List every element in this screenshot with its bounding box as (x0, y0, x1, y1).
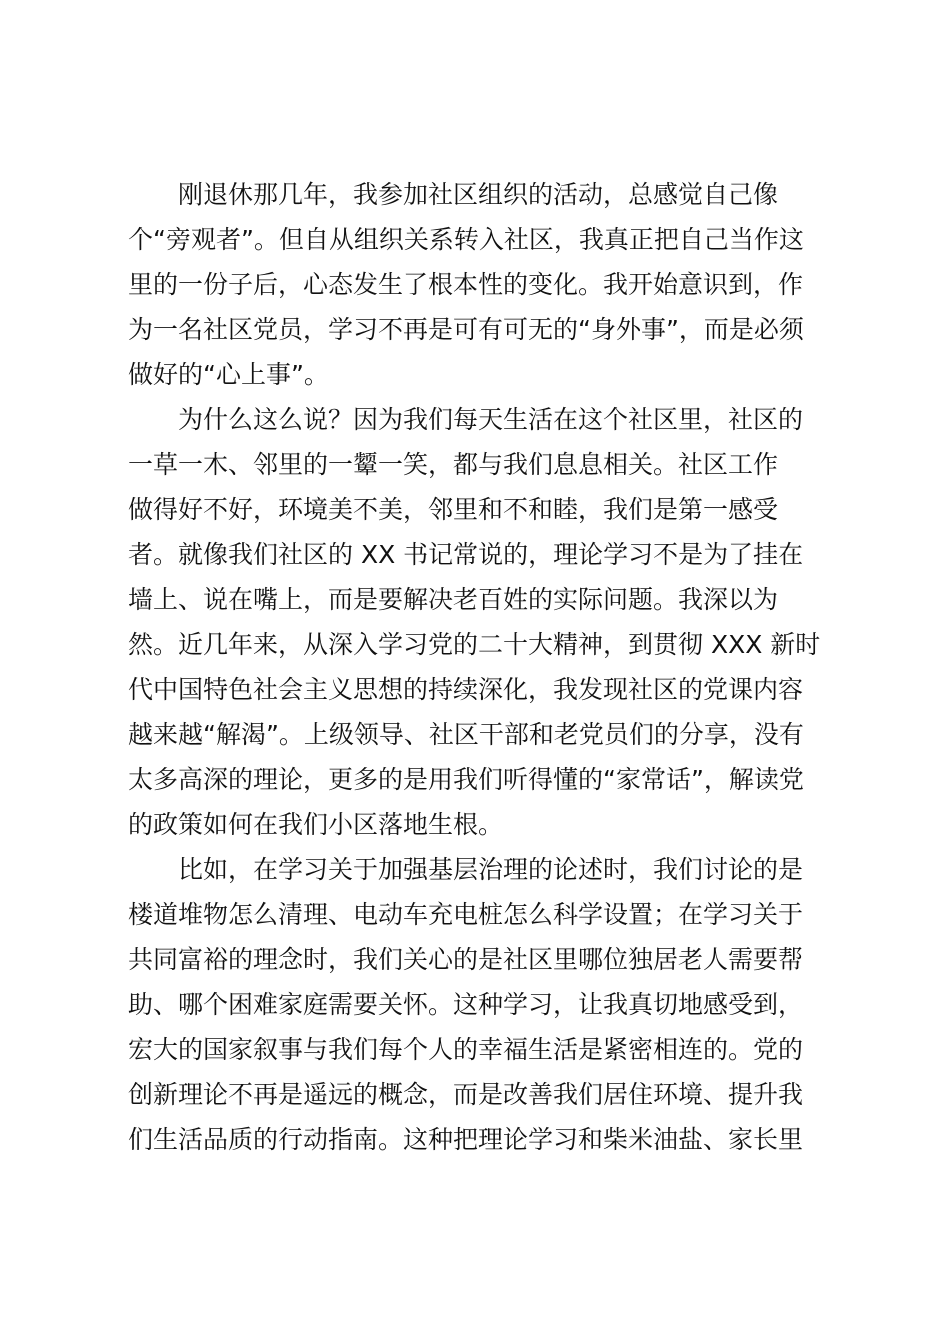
text-line: 们生活品质的行动指南。这种把理论学习和柴米油盐、家长里 (128, 1125, 804, 1154)
text-line: 代中国特色社会主义思想的持续深化，我发现社区的党课内容 (128, 675, 804, 704)
text-line: 为一名社区党员，学习不再是可有可无的“身外事”，而是必须 (128, 315, 804, 344)
text-line: 为什么这么说？因为我们每天生活在这个社区里，社区的 (178, 405, 804, 434)
text-line: 助、哪个困难家庭需要关怀。这种学习，让我真切地感受到， (128, 990, 804, 1019)
text-line: 共同富裕的理念时，我们关心的是社区里哪位独居老人需要帮 (128, 945, 804, 974)
text-line: 越来越“解渴”。上级领导、社区干部和老党员们的分享，没有 (128, 720, 804, 749)
body-text (128, 172, 828, 1162)
text-line: 个“旁观者”。但自从组织关系转入社区，我真正把自己当作这 (128, 225, 804, 254)
text-line: 刚退休那几年，我参加社区组织的活动，总感觉自己像 (178, 180, 779, 209)
text-line: 做好的“心上事”。 (128, 360, 329, 389)
text-line: 的政策如何在我们小区落地生根。 (128, 810, 504, 839)
paragraph-2 (128, 397, 828, 847)
text-line: 比如，在学习关于加强基层治理的论述时，我们讨论的是 (178, 855, 804, 884)
text-line: 宏大的国家叙事与我们每个人的幸福生活是紧密相连的。党的 (128, 1035, 804, 1064)
text-line: 然。近几年来，从深入学习党的二十大精神，到贯彻 XXX 新时 (128, 630, 821, 659)
text-line: 太多高深的理论，更多的是用我们听得懂的“家常话”，解读党 (128, 765, 804, 794)
text-line: 者。就像我们社区的 XX 书记常说的，理论学习不是为了挂在 (128, 540, 804, 569)
text-line: 墙上、说在嘴上，而是要解决老百姓的实际问题。我深以为 (128, 585, 779, 614)
text-line: 一草一木、邻里的一颦一笑，都与我们息息相关。社区工作 (128, 450, 779, 479)
text-line: 楼道堆物怎么清理、电动车充电桩怎么科学设置；在学习关于 (128, 900, 804, 929)
paragraph-1 (128, 172, 828, 397)
text-line: 创新理论不再是遥远的概念，而是改善我们居住环境、提升我 (128, 1080, 804, 1109)
text-line: 里的一份子后，心态发生了根本性的变化。我开始意识到，作 (128, 270, 804, 299)
text-line: 做得好不好，环境美不美，邻里和不和睦，我们是第一感受 (128, 495, 779, 524)
paragraph-3 (128, 847, 828, 1162)
